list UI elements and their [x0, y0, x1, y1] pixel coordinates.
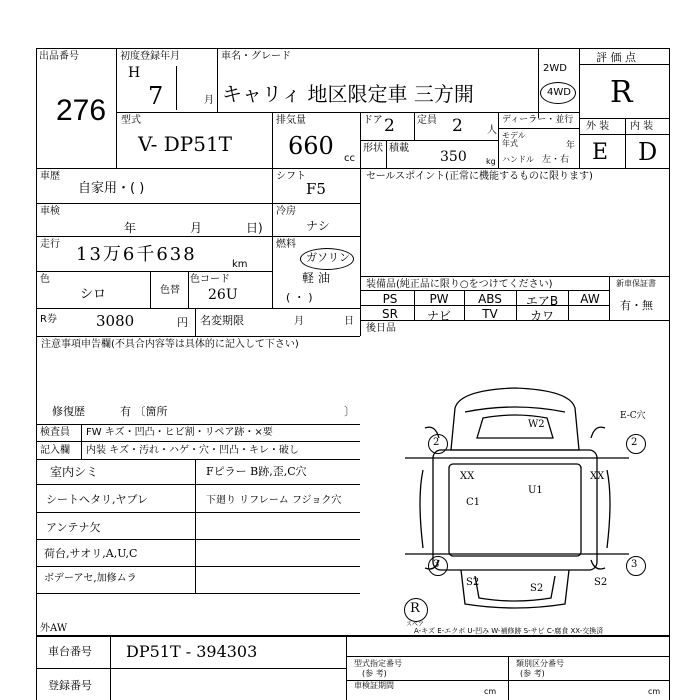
registration-year: 7	[148, 82, 164, 110]
regnum-label: 登録番号	[48, 679, 92, 692]
divider	[272, 168, 273, 308]
aircon-value: ナシ	[306, 219, 330, 233]
divider	[360, 290, 609, 291]
equipment-ps: PS	[382, 292, 398, 306]
divider	[36, 203, 360, 204]
handle-value: 左・右	[542, 155, 570, 165]
score-value: R	[610, 75, 633, 110]
repair-close: 〕	[344, 405, 355, 418]
divider	[36, 512, 360, 513]
capacity-unit: 人	[487, 125, 497, 136]
divider	[414, 112, 415, 140]
interior-score: D	[638, 138, 658, 166]
inspection-label: 車検	[40, 206, 60, 217]
inspector-label: 検査員	[40, 427, 70, 438]
fuel-other: ( ・ )	[286, 291, 313, 304]
remark-2: シートヘタリ,ヤブレ	[46, 493, 149, 506]
divider	[579, 64, 670, 65]
doors-value: 2	[384, 116, 395, 136]
recycle-label: R券	[40, 314, 57, 325]
drive-4wd-circle	[540, 82, 576, 104]
fuel-diesel: 軽 油	[302, 271, 330, 285]
name-change-month: 月	[294, 316, 304, 327]
remark-5: ボデーアセ,加修ムラ	[44, 573, 137, 584]
lot-number: 276	[56, 94, 107, 127]
divider	[36, 539, 360, 540]
divider	[176, 66, 177, 110]
divider	[360, 276, 670, 277]
mileage-value: 13万6千638	[76, 244, 197, 265]
remark-4: 荷台,サオリ,A,U,C	[44, 547, 138, 560]
model-year-suffix: 年	[566, 141, 576, 151]
divider	[346, 636, 347, 700]
aircon-label: 冷房	[276, 206, 296, 217]
cert-cm-2: cm	[648, 687, 661, 696]
inspection-month: 月	[190, 221, 203, 235]
mark-u1: U1	[528, 485, 543, 496]
load-label: 積載	[389, 143, 409, 154]
notes-label: 注意事項申告欄(不具合内容等は具体的に記入して下さい)	[41, 339, 299, 350]
divider	[116, 112, 579, 113]
divider	[36, 566, 360, 567]
divider	[81, 424, 82, 459]
divider	[508, 656, 509, 700]
mark-2-right: 2	[631, 437, 638, 448]
divider	[36, 668, 346, 669]
color-code-label: 色コード	[190, 274, 230, 285]
divider	[195, 308, 196, 336]
footer-note: 外AW	[40, 623, 68, 634]
score-label: 評 価 点	[596, 51, 636, 64]
shift-value: F5	[306, 180, 326, 198]
fuel-gasoline-circle	[300, 248, 354, 270]
lot-label: 出品番号	[39, 51, 79, 62]
inspection-day: 日)	[246, 221, 263, 235]
name-change-day: 日	[344, 316, 354, 327]
mark-xx-right: XX	[590, 471, 605, 482]
inspection-year: 年	[124, 221, 137, 235]
shift-label: シフト	[276, 171, 306, 182]
color-label: 色	[40, 274, 50, 285]
model-year-label: モデル 年式	[502, 131, 526, 148]
mark-s2-left: S2	[466, 577, 480, 588]
divider	[195, 459, 196, 593]
repair-value: 有 〔箇所	[120, 405, 168, 418]
displacement-value: 660	[288, 132, 334, 160]
mark-3-left: 3	[433, 559, 440, 570]
mark-3-right: 3	[631, 559, 638, 570]
registration-label: 初度登録年月	[120, 51, 180, 62]
warranty-value: 有・無	[620, 299, 653, 312]
registration-era: H	[128, 65, 141, 81]
divider	[36, 271, 273, 272]
mileage-label: 走行	[40, 239, 60, 250]
equipment-sr: SR	[382, 307, 398, 321]
spare-value: R	[410, 601, 420, 616]
fuel-label: 燃料	[276, 239, 296, 250]
equipment-leather: カワ	[529, 309, 554, 323]
capacity-label: 定員	[417, 115, 437, 126]
dealer-label: ディーラー・並行	[502, 115, 574, 125]
equipment-airbag: エアB	[525, 294, 559, 308]
interior-label: 内 装	[630, 121, 654, 132]
displacement-unit: cc	[344, 153, 355, 164]
divider	[116, 48, 117, 168]
equipment-aw: AW	[580, 292, 600, 306]
equipment-navi: ナビ	[426, 309, 451, 323]
equipment-tv: TV	[482, 307, 498, 321]
mark-c1: C1	[466, 497, 481, 508]
exterior-label: 外 装	[586, 121, 610, 132]
mark-xx-left: XX	[460, 471, 475, 482]
divider	[498, 128, 579, 129]
mark-w2: W2	[528, 419, 545, 430]
remark-3: アンテナ欠	[46, 521, 101, 534]
handle-label: ハンドル	[502, 155, 534, 164]
car-label: 車名・グレード	[221, 51, 291, 62]
mark-s2-right: S2	[594, 577, 608, 588]
divider	[217, 48, 218, 112]
divider	[36, 459, 360, 460]
equipment-pw: PW	[429, 292, 449, 306]
warranty-label: 新車保証書	[616, 279, 656, 288]
mark-s2-center: S2	[530, 583, 544, 594]
diagram-legend: A-キズ E-エクボ U-凹み W-補修跡 S-サビ C-腐食 XX-交換済	[414, 627, 604, 635]
remark-6: Fピラー B跡,歪,C穴	[206, 465, 307, 478]
history-value: 自家用・( )	[78, 181, 145, 196]
recycle-value: 3080	[96, 312, 135, 330]
color-code-value: 26U	[208, 287, 238, 303]
mileage-unit: km	[232, 259, 248, 270]
registration-month-suffix: 月	[204, 95, 214, 106]
entry-label: 記入欄	[40, 445, 70, 456]
exterior-score: E	[592, 140, 609, 165]
repair-label: 修復歴	[52, 405, 85, 418]
remark-7: 下廻り リフレーム フジョク穴	[206, 495, 342, 506]
divider	[538, 48, 539, 118]
fuel-gasoline: ガソリン	[306, 251, 350, 264]
after-label: 後日品	[366, 323, 396, 334]
car-name: キャリィ 地区限定車 三方開	[222, 82, 474, 106]
cert-type-label: 型式指定番号	[354, 659, 402, 668]
shape-label: 形状	[363, 143, 383, 154]
color-value: シロ	[80, 287, 107, 302]
chassis-label: 車台番号	[48, 645, 92, 658]
cert-type-ref: (参 考)	[362, 669, 387, 678]
cert-class-label: 類別区分番号	[516, 659, 564, 668]
recycle-unit: 円	[177, 316, 188, 329]
history-label: 車歴	[40, 171, 60, 182]
divider	[625, 118, 626, 168]
divider	[386, 140, 387, 168]
load-unit: kg	[486, 157, 496, 166]
drive-4wd: 4WD	[547, 87, 571, 98]
color-change-label: 色替	[160, 285, 180, 296]
divider	[579, 134, 670, 135]
drive-2wd: 2WD	[543, 63, 567, 74]
equipment-label: 装備品(純正品に限り○をつけてください)	[366, 279, 553, 290]
divider	[36, 593, 360, 594]
chassis-value: DP51T - 394303	[126, 642, 258, 661]
divider	[36, 484, 360, 485]
divider	[36, 168, 670, 169]
divider	[188, 271, 189, 308]
mark-e-c: E-C穴	[620, 411, 646, 421]
divider	[36, 424, 360, 425]
doors-label: ドア	[363, 115, 383, 126]
sales-point-label: セールスポイント(正常に機能するものに限ります)	[366, 171, 593, 182]
name-change-label: 名変期限	[200, 314, 244, 327]
divider	[272, 112, 273, 168]
capacity-value: 2	[452, 116, 463, 136]
remark-1: 室内シミ	[50, 465, 99, 479]
cert-cm: cm	[484, 687, 497, 696]
displacement-label: 排気量	[276, 115, 306, 126]
entry-items: 内装 キズ・汚れ・ハゲ・穴・凹凸・キレ・破し	[86, 445, 299, 456]
divider	[150, 271, 151, 308]
divider	[36, 308, 360, 309]
load-value: 350	[440, 149, 467, 165]
model-label: 型式	[121, 115, 141, 126]
cert-issue-label: 車検証期間	[354, 681, 394, 690]
equipment-abs: ABS	[478, 292, 502, 306]
spare-label: スペア	[406, 621, 425, 628]
divider	[579, 48, 580, 168]
mark-2-left: 2	[433, 437, 440, 448]
divider	[36, 336, 360, 337]
model-value: V- DP51T	[138, 132, 233, 156]
divider	[36, 236, 360, 237]
divider	[360, 320, 670, 321]
divider	[36, 441, 360, 442]
cert-class-ref: (参 考)	[520, 669, 545, 678]
inspector-items: FW キズ・凹凸・ヒビ割・リペア跡・×要	[86, 427, 273, 438]
divider	[360, 140, 499, 141]
